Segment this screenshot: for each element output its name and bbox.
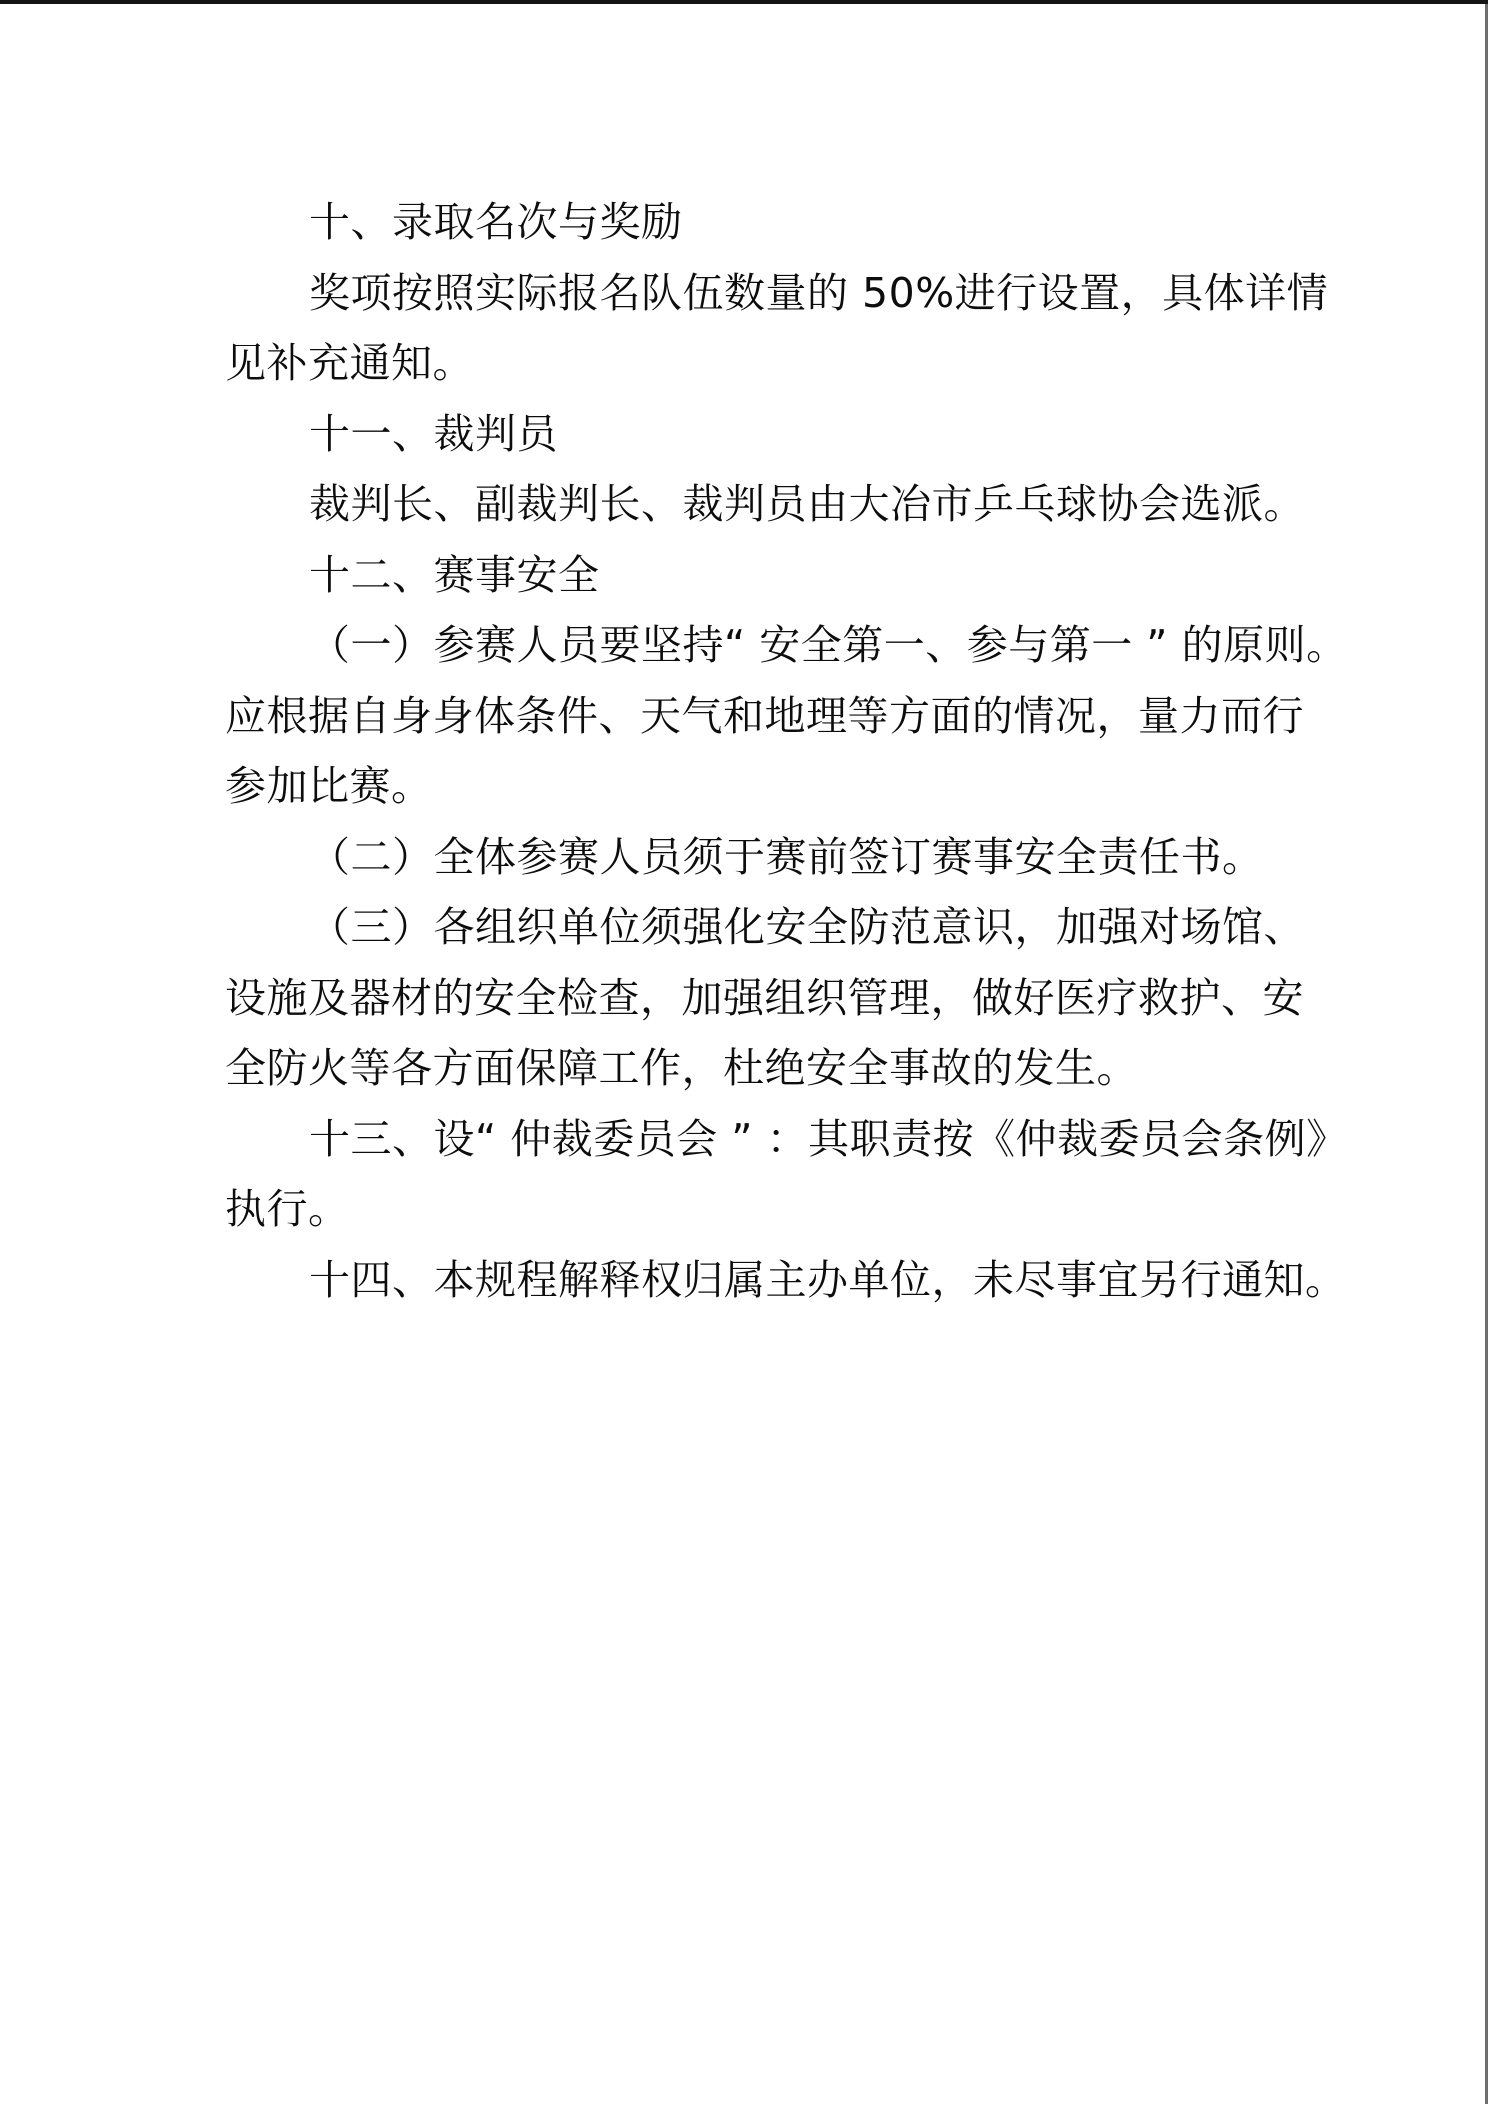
heading-section-12: 十二、赛事安全 — [309, 550, 600, 599]
paragraph-referees: 裁判长、副裁判长、裁判员由大冶市乒乓球协会选派。 — [309, 480, 1305, 528]
paragraph-safety-1-line-2: 应根据自身身体条件、天气和地理等方面的情况，量力而行 — [225, 691, 1304, 740]
paragraph-safety-2: （二）全体参赛人员须于赛前签订赛事安全责任书。 — [309, 832, 1264, 881]
heading-section-10: 十、录取名次与奖励 — [309, 198, 683, 246]
page-top-edge-line — [0, 0, 1488, 4]
heading-section-13-line-1: 十三、设“ 仲裁委员会 ” ：其职责按《仲裁委员会条例》 — [309, 1114, 1348, 1163]
paragraph-safety-1-line-3: 参加比赛。 — [225, 762, 433, 810]
heading-section-13-line-2: 执行。 — [225, 1185, 350, 1233]
paragraph-safety-1-line-1: （一）参赛人员要坚持“ 安全第一、参与第一 ” 的原则。 — [309, 621, 1348, 669]
paragraph-safety-3-line-3: 全防火等各方面保障工作，杜绝安全事故的发生。 — [225, 1044, 1138, 1092]
document-text-block — [225, 187, 1348, 1315]
paragraph-awards-line-2: 见补充通知。 — [225, 339, 474, 387]
paragraph-awards-line-1: 奖项按照实际报名队伍数量的 50%进行设置，具体详情 — [309, 268, 1329, 317]
paragraph-safety-3-line-2: 设施及器材的安全检查，加强组织管理，做好医疗救护、安 — [225, 973, 1304, 1022]
paragraph-safety-3-line-1: （三）各组织单位须强化安全防范意识，加强对场馆、 — [309, 903, 1305, 951]
heading-section-11: 十一、裁判员 — [309, 409, 558, 458]
heading-section-14: 十四、本规程解释权归属主办单位，未尽事宜另行通知。 — [309, 1255, 1347, 1304]
